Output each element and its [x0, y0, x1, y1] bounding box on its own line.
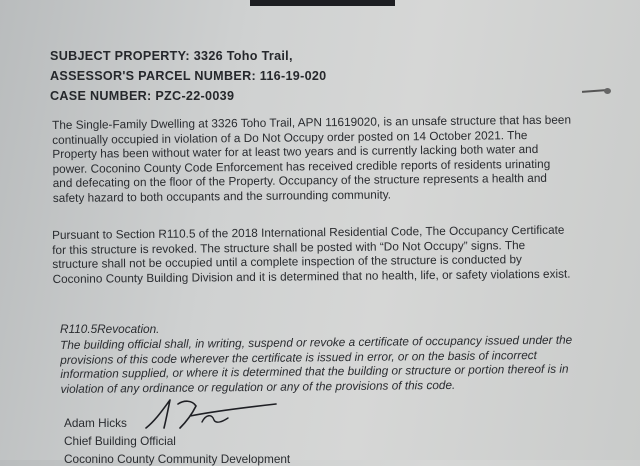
- handwritten-signature: [140, 392, 280, 436]
- code-section-title: R110.5Revocation.: [60, 322, 160, 336]
- parcel-number: ASSESSOR'S PARCEL NUMBER: 116-19-020: [50, 69, 327, 83]
- top-black-bar: [250, 0, 395, 6]
- push-pin: [582, 88, 612, 94]
- case-number: CASE NUMBER: PZC-22-0039: [50, 89, 235, 103]
- subject-property: SUBJECT PROPERTY: 3326 Toho Trail,: [50, 49, 293, 63]
- signer-title: Chief Building Official: [64, 434, 176, 448]
- code-section-text: The building official shall, in writing, suspend or revoke a certificate of occupancy issued under the provisions of this code wherever the certificate is issued in error, or on the basis of incorrect information supplied, or where it is determined that the building or structure or portion thereof is in violation of any ordinance or regulation or any of the provisions of this code.: [60, 332, 573, 396]
- findings-paragraph: The Single-Family Dwelling at 3326 Toho Trail, APN 11619020, is an unsafe structure that has been continually occupied in violation of a Do Not Occupy order posted on 14 October 2021. The Property has been without water for at least two years and is currently lacking both water and power. Coconino County Code Enforcement has received credible reports of residents urinating and defecating on the floor of the Property. Occupancy of the structure represents a health and safety hazard to both occupants and the surrounding community.: [52, 112, 572, 205]
- signer-name: Adam Hicks: [64, 416, 127, 430]
- document-header: [50, 46, 326, 106]
- signer-department: Coconino County Community Development: [64, 452, 291, 466]
- revocation-paragraph: Pursuant to Section R110.5 of the 2018 International Residential Code, The Occupancy Certificate for this structure is revoked. The structure shall be posted with “Do Not Occupy” signs. The structure shall not be occupied until a complete inspection of the structure is conducted by Coconino County Building Division and it is determined that no health, life, or safety violations exist.: [52, 222, 571, 286]
